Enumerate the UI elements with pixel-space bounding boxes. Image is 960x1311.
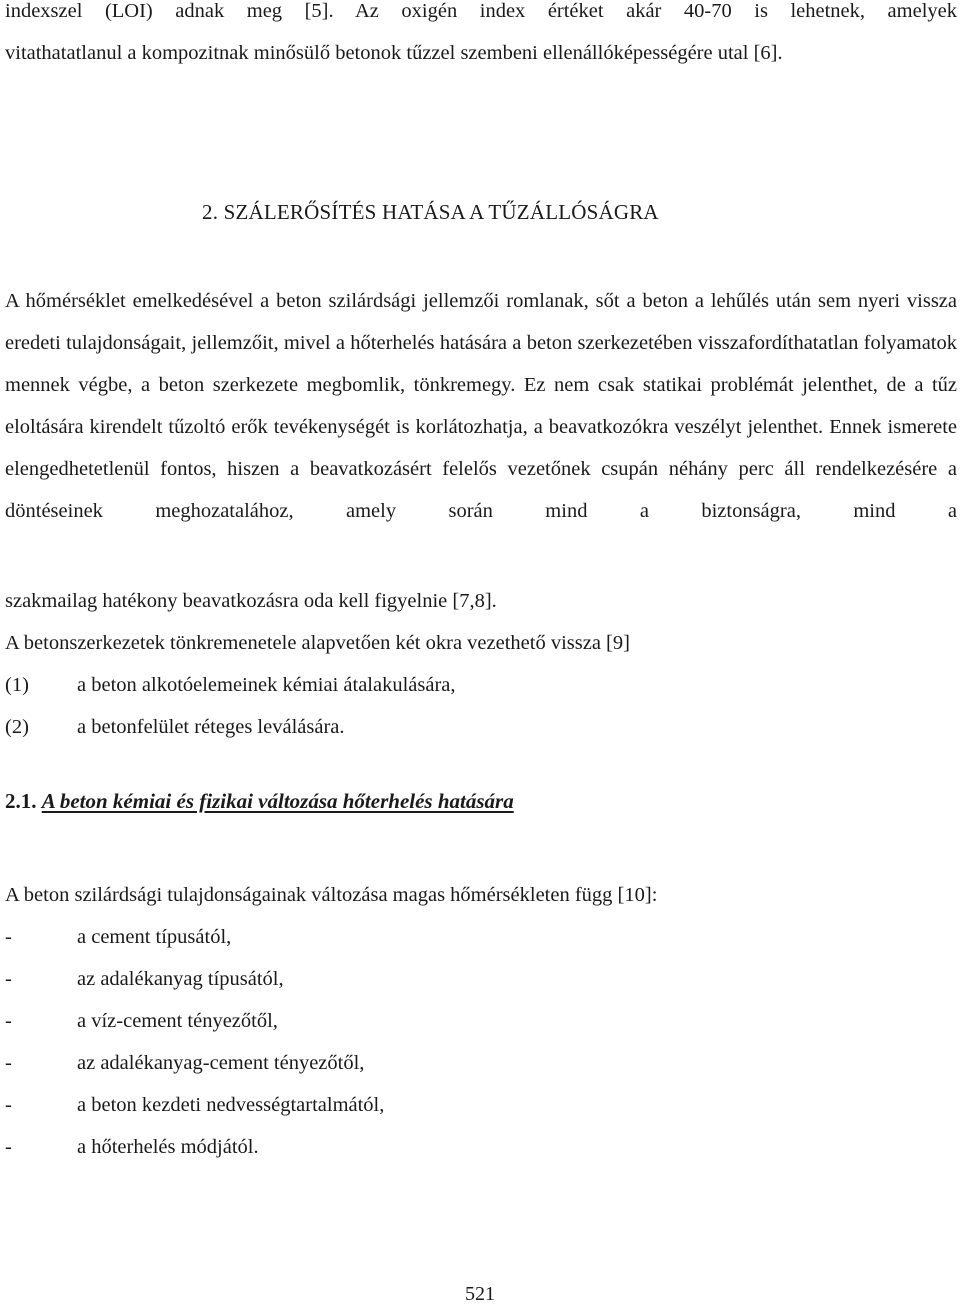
subsection-heading [5,789,514,814]
list-item [5,958,284,1000]
subsection-number: 2.1. [5,789,37,813]
subsection-title: A beton kémiai és fizikai változása hőterhelés hatására [41,789,514,813]
list-marker: - [5,1010,12,1032]
intro-line-2: vitathatatlanul a kompozitnak minősülő betonok tűzzel szembeni ellenállóképességére utal [6]. [5,42,783,64]
list-marker: - [5,1094,12,1116]
list-item [5,1084,384,1126]
section-paragraph: A hőmérséklet emelkedésével a beton szilárdsági jellemzői romlanak, sőt a beton a lehűlés után sem nyeri vissza eredeti tulajdonságait, jellemzőit, mivel a hőterhelés hatására a beton szerkezetében visszafordíthatatlan folyamatok mennek végbe, a beton szerkezete megbomlik, tönkremegy. Ez nem csak statikai problémát jelenthet, de a tűz eloltására kirendelt tűzoltó erők tevékenységét is korlátozhatja, a beavatkozókra veszélyt jelenthet. Ennek ismerete elengedhetetlenül fontos, hiszen a beavatkozásért felelős vezetőnek csupán néhány perc áll rendelkezésére a döntéseinek meghozatalához, amely során mind a biztonságra, mind a [5,290,957,522]
list-item [5,706,345,748]
list-marker: - [5,1136,12,1158]
list-text: a hőterhelés módjától. [77,1136,259,1158]
list-text: a beton alkotóelemeinek kémiai átalakulására, [77,674,456,696]
list-text: a betonfelület réteges leválására. [77,716,345,738]
list-text: az adalékanyag típusától, [77,968,284,990]
list-marker: - [5,968,12,990]
list-text: a cement típusától, [77,926,232,948]
section-paragraph-last-line: szakmailag hatékony beavatkozásra oda kell figyelnie [7,8]. [5,590,497,612]
intro-line-1: indexszel (LOI) adnak meg [5]. Az oxigén index értéket akár 40-70 is lehetnek, amelyek [5,0,957,22]
list-item [5,1042,364,1084]
list-item [5,664,456,706]
list-item [5,916,231,958]
list-marker: (1) [5,674,29,696]
section-heading: 2. SZÁLERŐSÍTÉS HATÁSA A TŰZÁLLÓSÁGRA [202,200,659,224]
list-text: a víz-cement tényezőtől, [77,1010,278,1032]
list-text: a beton kezdeti nedvességtartalmától, [77,1094,385,1116]
page-number: 521 [465,1283,495,1305]
list-text: az adalékanyag-cement tényezőtől, [77,1052,365,1074]
list-item [5,1126,259,1168]
list-marker: (2) [5,716,29,738]
causes-intro: A betonszerkezetek tönkremenetele alapvetően két okra vezethető vissza [9] [5,632,630,654]
factors-intro: A beton szilárdsági tulajdonságainak változása magas hőmérsékleten függ [10]: [5,884,658,906]
list-item [5,1000,278,1042]
list-marker: - [5,1052,12,1074]
list-marker: - [5,926,12,948]
